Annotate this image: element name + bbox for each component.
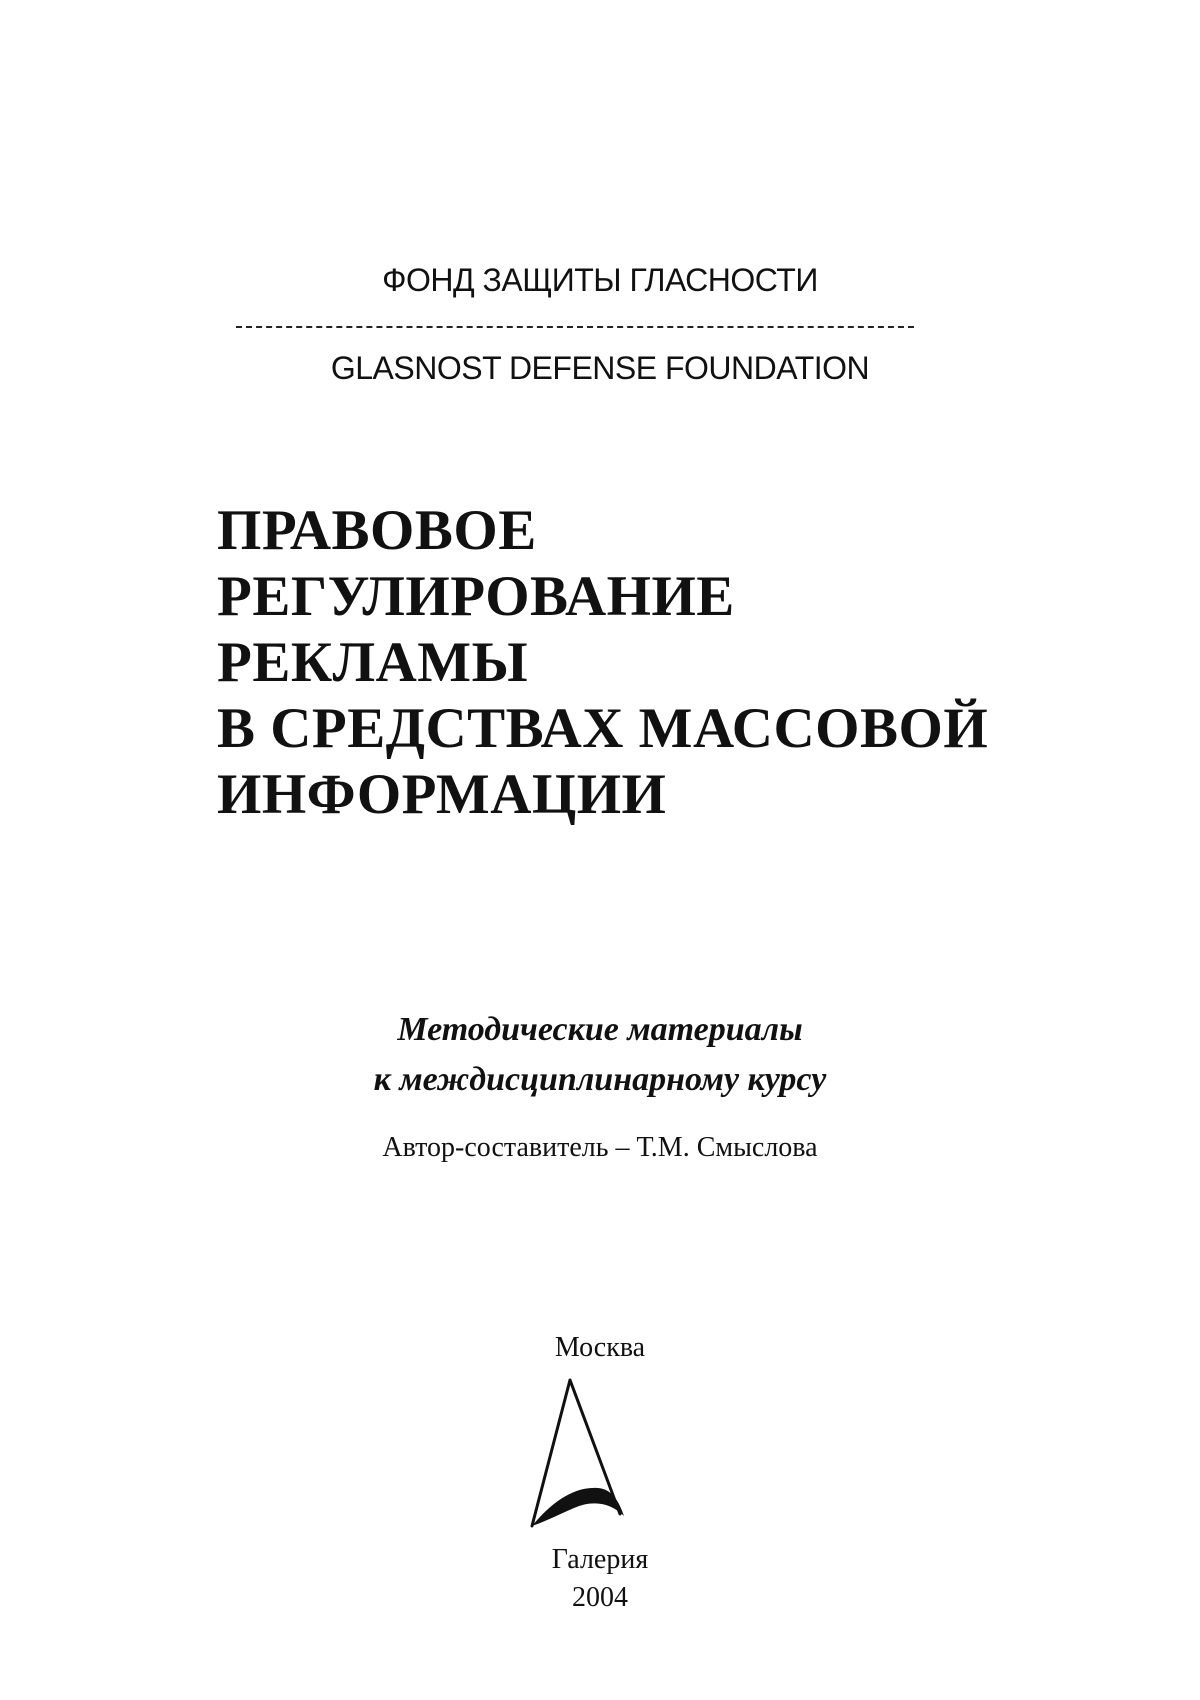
book-title [217,498,1117,828]
author-line: Автор-составитель – Т.М. Смыслова [382,1132,818,1163]
organization-name-en: GLASNOST DEFENSE FOUNDATION [330,350,870,386]
imprint-publisher: Галерия [551,1544,649,1575]
title-line: ИНФОРМАЦИИ [217,763,667,826]
organization-name-ru: ФОНД ЗАЩИТЫ ГЛАСНОСТИ [382,262,818,298]
organization-divider [236,326,914,328]
triangle-sail-logo-icon [528,1376,638,1536]
title-line: РЕКЛАМЫ [217,631,529,694]
title-line: ПРАВОВОЕ [217,499,537,562]
imprint-city: Москва [554,1332,646,1363]
subtitle-line: к междисциплинарному курсу [373,1061,827,1098]
imprint-year: 2004 [572,1582,628,1613]
book-subtitle [0,1005,1200,1105]
title-line: РЕГУЛИРОВАНИЕ [217,565,735,628]
title-line: В СРЕДСТВАХ МАССОВОЙ [217,697,989,760]
subtitle-line: Методические материалы [397,1011,803,1048]
